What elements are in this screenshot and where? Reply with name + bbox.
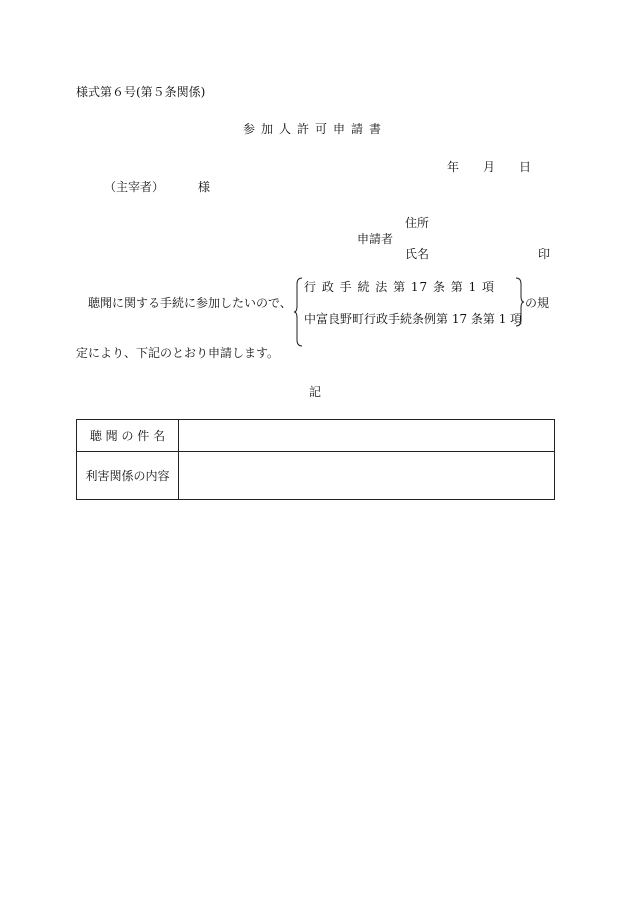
left-brace: [294, 276, 304, 348]
seal-label: 印: [538, 247, 551, 261]
date-line: [447, 161, 531, 173]
addressee-role: （主宰者）: [104, 180, 165, 194]
address-label: 住所: [405, 216, 430, 230]
interest-content-label: 利害関係の内容: [77, 452, 179, 500]
year-label: 年: [447, 160, 460, 174]
record-heading-text: 記: [308, 385, 321, 399]
hearing-subject-label: 聴 聞 の 件 名: [77, 420, 179, 452]
applicant-label: 申請者: [357, 232, 394, 246]
body-suffix: の規: [525, 296, 550, 310]
detail-table: [76, 419, 555, 500]
addressee: [104, 180, 211, 194]
body-intro: 聴聞に関する手続に参加したいので、: [88, 296, 292, 310]
law-option-1: 行 政 手 続 法 第 17 条 第 1 項: [304, 280, 496, 294]
addressee-honorific: 様: [198, 180, 211, 194]
day-label: 日: [519, 160, 532, 174]
name-label: 氏名: [405, 247, 430, 261]
record-heading: [0, 386, 630, 398]
form-number: 様式第６号(第５条関係): [76, 85, 206, 99]
interest-content-field[interactable]: [179, 452, 555, 500]
document-title: [0, 123, 630, 135]
title-text: 参加人許可申請書: [242, 122, 387, 136]
right-brace: [514, 276, 524, 328]
table-row: [77, 420, 555, 452]
body-continuation: 定により、下記のとおり申請します。: [76, 346, 280, 360]
hearing-subject-field[interactable]: [179, 420, 555, 452]
month-label: 月: [483, 160, 496, 174]
law-option-2: 中富良野町行政手続条例第 17 条第 1 項: [304, 312, 523, 326]
table-row: [77, 452, 555, 500]
